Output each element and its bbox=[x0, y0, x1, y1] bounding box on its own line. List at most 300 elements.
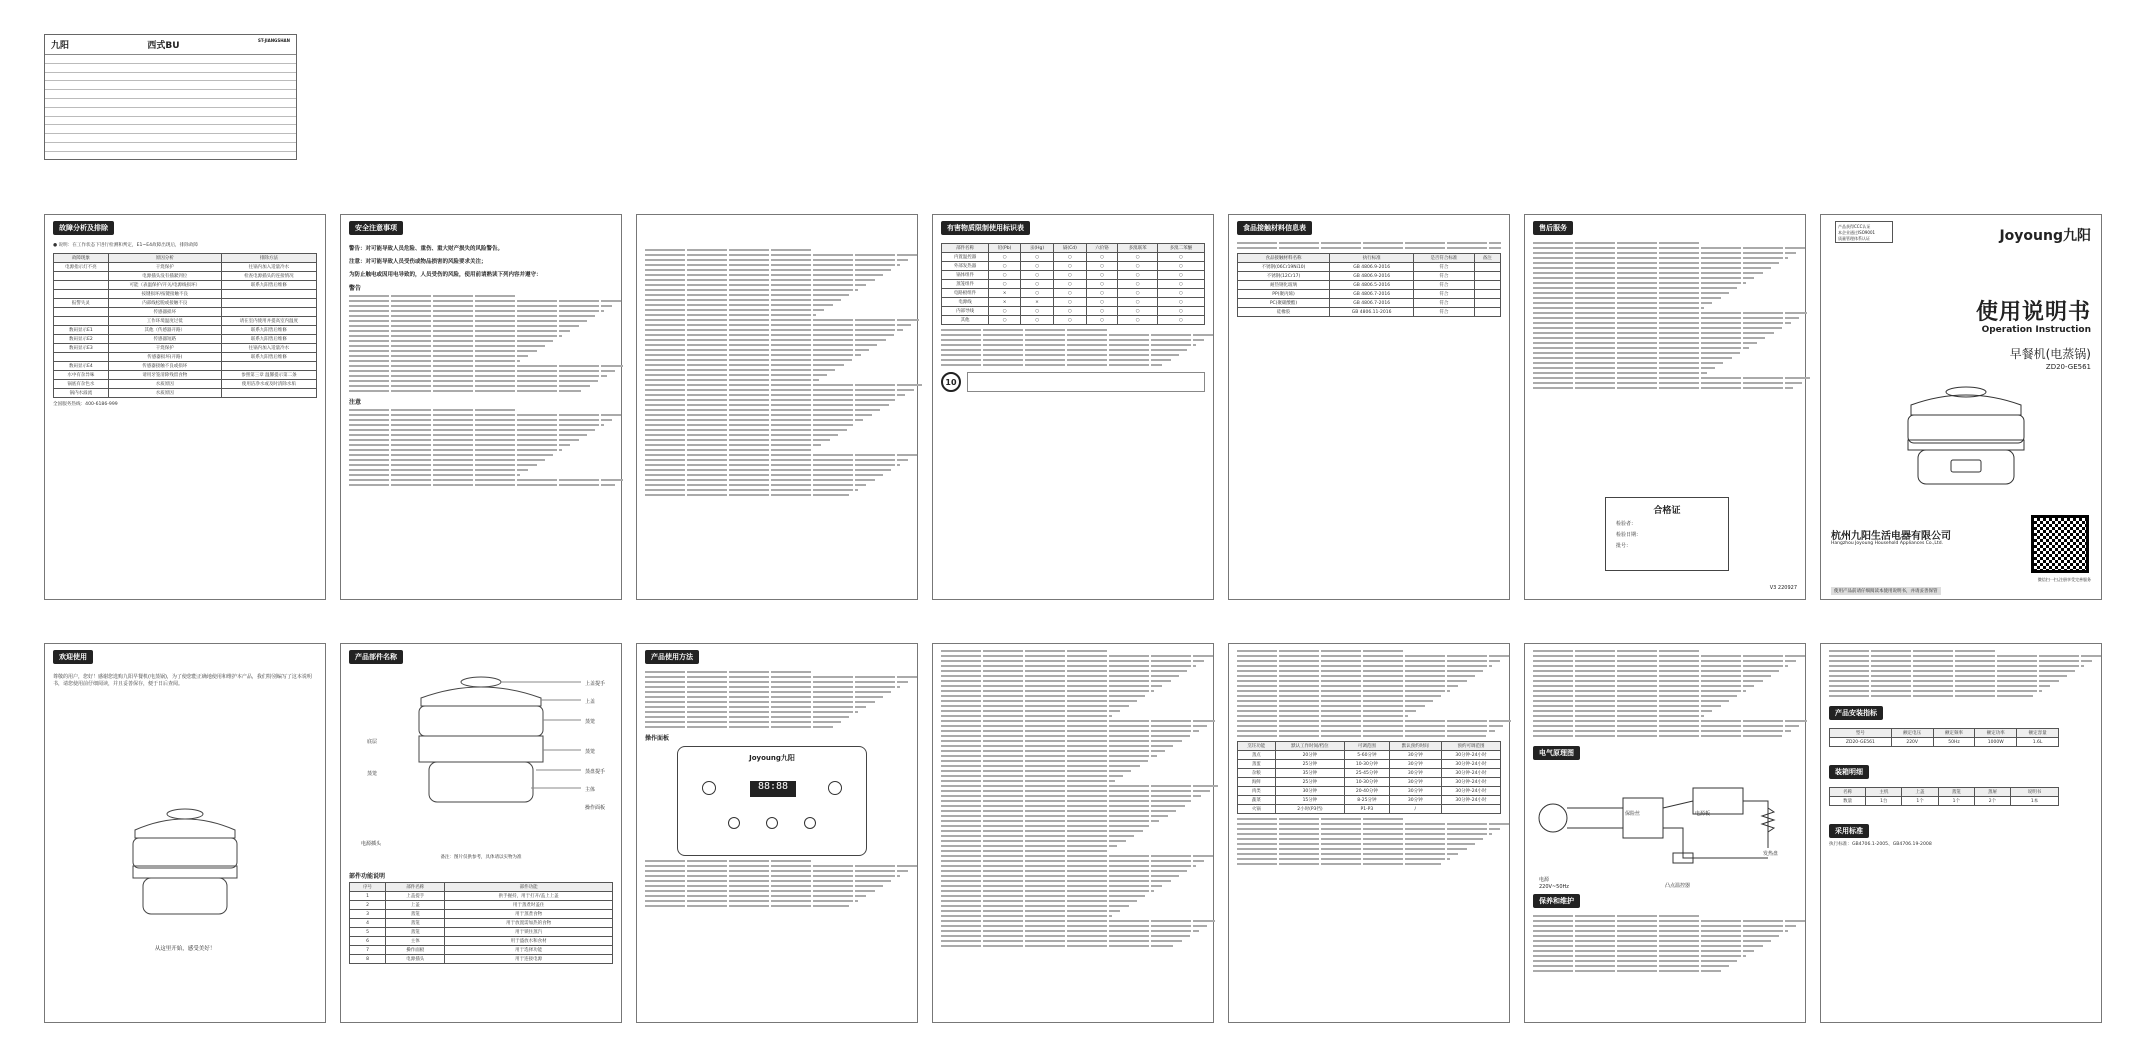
text-line bbox=[349, 330, 570, 332]
table-cell bbox=[54, 281, 109, 290]
table-cell: 用于锁住蒸汽 bbox=[445, 928, 613, 937]
trouble-hotline: 全国服务热线：400-6186-999 bbox=[53, 402, 118, 408]
cert-line-2: 本企业通过ISO9001 bbox=[1838, 230, 1876, 235]
circuit-label: 发热盘 bbox=[1763, 851, 1779, 857]
text-line bbox=[941, 655, 1213, 657]
table-cell: 1000W bbox=[1975, 738, 2017, 747]
circuit-label: 电源 bbox=[1539, 877, 1550, 883]
title-code: ST-JIANGSHAN bbox=[257, 38, 290, 43]
text-line bbox=[941, 880, 1171, 882]
text-line bbox=[349, 295, 517, 297]
text-line bbox=[941, 329, 1109, 331]
table-cell: 数码显示E2 bbox=[54, 335, 109, 344]
table-cell: 外部发热器 bbox=[942, 262, 989, 271]
text-line bbox=[349, 429, 595, 431]
text-line bbox=[1237, 725, 1503, 727]
text-line bbox=[941, 765, 1140, 767]
text-line bbox=[1533, 372, 1707, 374]
side-label: 蒸笼 bbox=[367, 771, 378, 777]
text-line bbox=[1533, 387, 1793, 389]
table-cell: 符合 bbox=[1414, 308, 1474, 317]
text-line bbox=[645, 344, 877, 346]
table-row bbox=[54, 335, 317, 344]
table-header: 执行标准 bbox=[1330, 254, 1414, 263]
table-cell: ○ bbox=[989, 253, 1021, 262]
service-title: 售后服务 bbox=[1533, 221, 1573, 235]
text-line bbox=[1533, 695, 1737, 697]
text-line bbox=[941, 785, 1218, 787]
text-line bbox=[645, 479, 875, 481]
table-cell: ○ bbox=[1054, 262, 1087, 271]
table-cell: 符合 bbox=[1414, 299, 1474, 308]
table-header: 备注 bbox=[1474, 254, 1500, 263]
table-cell: 上盖提手 bbox=[386, 892, 445, 901]
text-line bbox=[941, 740, 1182, 742]
text-line bbox=[1533, 650, 1701, 652]
text-line bbox=[645, 379, 819, 381]
text-line bbox=[1533, 367, 1715, 369]
table-cell: 30分钟-24小时 bbox=[1441, 778, 1500, 787]
table-row bbox=[350, 955, 613, 964]
table-cell: 6 bbox=[350, 937, 386, 946]
text-line bbox=[1533, 920, 1805, 922]
text-line bbox=[941, 830, 1143, 832]
table-cell: 用于放置需加热的食物 bbox=[445, 919, 613, 928]
text-line bbox=[645, 309, 824, 311]
table-cell: 30分钟 bbox=[1389, 787, 1441, 796]
text-line bbox=[349, 454, 553, 456]
text-line bbox=[1533, 362, 1723, 364]
table-cell: ○ bbox=[1086, 253, 1118, 262]
table-cell: 15分钟 bbox=[1275, 796, 1345, 805]
table-cell: 主体 bbox=[386, 937, 445, 946]
text-line bbox=[941, 680, 1171, 682]
text-line bbox=[1237, 843, 1475, 845]
text-line bbox=[1533, 675, 1771, 677]
table-header: 蒸屉 bbox=[1974, 788, 2010, 797]
welcome-steamer-illustration bbox=[125, 802, 245, 922]
table-cell: 数码显示E1 bbox=[54, 326, 109, 335]
table-row bbox=[942, 307, 1205, 316]
table-cell: GB 4806.7-2016 bbox=[1330, 299, 1414, 308]
table-header: 预约可调范围 bbox=[1441, 742, 1500, 751]
text-line bbox=[1533, 342, 1757, 344]
text-line bbox=[1829, 655, 2101, 657]
table-cell: 工作环境温度过低 bbox=[108, 317, 221, 326]
text-line bbox=[645, 274, 883, 276]
table-cell: 用于连接电源 bbox=[445, 955, 613, 964]
text-line bbox=[1533, 715, 1704, 717]
part-label: 蒸笼 bbox=[585, 749, 596, 755]
safety-text-block bbox=[341, 295, 621, 392]
table-cell bbox=[221, 299, 316, 308]
table-cell bbox=[1474, 308, 1500, 317]
panel-hazard bbox=[932, 214, 1214, 600]
text-line bbox=[1237, 700, 1433, 702]
text-line bbox=[645, 434, 838, 436]
text-line bbox=[1237, 710, 1416, 712]
table-cell: ○ bbox=[989, 262, 1021, 271]
table-cell: 内部导线 bbox=[942, 307, 989, 316]
steamer-illustration bbox=[1896, 380, 2036, 490]
text-line bbox=[941, 359, 1171, 361]
table-cell: 20分钟 bbox=[1275, 751, 1345, 760]
standard-title: 采用标准 bbox=[1829, 824, 1869, 838]
table-row bbox=[1238, 751, 1501, 760]
table-cell: 耐热钢化玻璃 bbox=[1238, 281, 1330, 290]
text-line bbox=[349, 449, 562, 451]
text-line bbox=[349, 380, 598, 382]
text-line bbox=[645, 474, 883, 476]
text-line bbox=[349, 469, 528, 471]
table-row bbox=[1238, 281, 1501, 290]
text-line bbox=[349, 320, 587, 322]
text-line bbox=[1237, 660, 1500, 662]
text-line bbox=[941, 695, 1145, 697]
text-line bbox=[645, 706, 866, 708]
table-cell: 硅橡胶 bbox=[1238, 308, 1330, 317]
text-line bbox=[941, 660, 1204, 662]
table-cell: ○ bbox=[1054, 280, 1087, 289]
table-cell bbox=[1474, 281, 1500, 290]
table-cell: 传感器损坏 bbox=[108, 308, 221, 317]
table-cell: ○ bbox=[989, 280, 1021, 289]
table-cell: 20-40分钟 bbox=[1345, 787, 1389, 796]
text-line bbox=[941, 820, 1159, 822]
text-line bbox=[1533, 670, 1779, 672]
text-line bbox=[1533, 965, 1729, 967]
text-line bbox=[941, 945, 1173, 947]
text-line bbox=[645, 374, 827, 376]
table-cell: 可能（表温保护/开关/电源线损坏） bbox=[108, 281, 221, 290]
text-line bbox=[941, 850, 1109, 852]
cert-batch: 批号： bbox=[1616, 543, 1632, 549]
text-line bbox=[1533, 282, 1746, 284]
table-header: 食品接触材料名称 bbox=[1238, 254, 1330, 263]
text-line bbox=[941, 710, 1120, 712]
text-line bbox=[1533, 655, 1805, 657]
part-label: 上盖 bbox=[585, 699, 596, 705]
text-line bbox=[1533, 925, 1796, 927]
text-line bbox=[1237, 838, 1483, 840]
epup-icon: 10 bbox=[941, 372, 961, 392]
text-line bbox=[1237, 690, 1450, 692]
certificate bbox=[1605, 497, 1729, 571]
table-cell bbox=[54, 317, 109, 326]
table-header: 蒸笼 bbox=[1938, 788, 1974, 797]
table-cell: ○ bbox=[1086, 280, 1118, 289]
text-line bbox=[349, 315, 595, 317]
function-text-3 bbox=[1229, 818, 1509, 865]
table-row bbox=[54, 344, 317, 353]
table-row bbox=[54, 380, 317, 389]
text-line bbox=[349, 360, 520, 362]
table-cell: 参照第三章 温馨提示第二条 bbox=[221, 371, 316, 380]
safety-text-block-3 bbox=[637, 249, 917, 496]
table-cell: ○ bbox=[989, 307, 1021, 316]
panel-brand: Joyoung九阳 bbox=[749, 754, 795, 762]
text-line bbox=[645, 299, 841, 301]
text-line bbox=[645, 249, 813, 251]
text-line bbox=[941, 685, 1162, 687]
panel-button-2[interactable] bbox=[766, 817, 778, 829]
table-cell: ○ bbox=[1021, 280, 1054, 289]
packing-table bbox=[1829, 787, 2059, 806]
certificate-title: 合格证 bbox=[1653, 506, 1681, 516]
table-cell: 符合 bbox=[1414, 290, 1474, 299]
text-line bbox=[1237, 675, 1475, 677]
table-cell: 蒸笼 bbox=[386, 928, 445, 937]
text-line bbox=[1533, 930, 1788, 932]
table-cell: 海鲜 bbox=[1238, 778, 1276, 787]
table-row bbox=[942, 289, 1205, 298]
text-line bbox=[1533, 660, 1796, 662]
table-cell: 蒸蛋 bbox=[1238, 760, 1276, 769]
table-cell: 其他（传感器开路） bbox=[108, 326, 221, 335]
table-row bbox=[1830, 738, 2059, 747]
parts-title: 产品部件名称 bbox=[349, 650, 403, 664]
text-line bbox=[645, 304, 833, 306]
table-row bbox=[942, 298, 1205, 307]
table-row bbox=[1238, 769, 1501, 778]
text-line bbox=[1237, 650, 1405, 652]
table-cell: 8-25分钟 bbox=[1345, 796, 1389, 805]
text-line bbox=[1533, 307, 1704, 309]
text-line bbox=[1533, 665, 1788, 667]
text-line bbox=[645, 489, 858, 491]
table-cell: 2 bbox=[350, 901, 386, 910]
table-cell: ○ bbox=[1118, 280, 1157, 289]
table-cell: 往锅内加入适量冷水 bbox=[221, 344, 316, 353]
panel-button-1[interactable] bbox=[728, 817, 740, 829]
table-row bbox=[942, 262, 1205, 271]
safety-note-head: 注意 bbox=[349, 399, 362, 406]
text-line bbox=[349, 365, 623, 367]
table-row bbox=[1238, 299, 1501, 308]
table-cell: 符合 bbox=[1414, 263, 1474, 272]
text-line bbox=[645, 885, 883, 887]
table-cell bbox=[221, 290, 316, 299]
text-line bbox=[645, 359, 852, 361]
brand-logo: Joyoung九阳 bbox=[1999, 228, 2091, 244]
text-line bbox=[941, 675, 1179, 677]
text-line bbox=[349, 459, 545, 461]
cert-date: 检验日期： bbox=[1616, 532, 1642, 538]
table-cell: 电路板组件 bbox=[942, 289, 989, 298]
text-line bbox=[1533, 685, 1754, 687]
parts-list-title: 部件功能说明 bbox=[349, 873, 386, 880]
table-cell: 数量 bbox=[1830, 797, 1866, 806]
safety-warning-2: 注意：对可能导致人员受伤或物品损害的风险要求关注； bbox=[349, 259, 487, 265]
table-header: 主机 bbox=[1866, 788, 1902, 797]
text-line bbox=[1533, 960, 1737, 962]
table-cell: 蒸点 bbox=[1238, 751, 1276, 760]
table-cell: ○ bbox=[1086, 298, 1118, 307]
table-header: 铅(Pb) bbox=[989, 244, 1021, 253]
text-line bbox=[645, 454, 917, 456]
table-row bbox=[942, 316, 1205, 325]
table-row bbox=[942, 253, 1205, 262]
table-cell: 35分钟 bbox=[1275, 769, 1345, 778]
text-line bbox=[941, 825, 1151, 827]
table-cell: 用于盛放水和食材 bbox=[445, 937, 613, 946]
table-cell: 25分钟 bbox=[1275, 778, 1345, 787]
text-line bbox=[941, 900, 1137, 902]
text-line bbox=[1237, 858, 1450, 860]
troubleshoot-intro: ● 说明：在工作状态下进行检测和判定，E1~E4故障出现后，排除故障 bbox=[53, 243, 199, 248]
text-line bbox=[941, 775, 1123, 777]
table-row bbox=[942, 271, 1205, 280]
table-cell: 操作面板 bbox=[386, 946, 445, 955]
text-line bbox=[645, 314, 816, 316]
table-cell: 30分钟 bbox=[1389, 760, 1441, 769]
welcome-title: 欢迎使用 bbox=[53, 650, 93, 664]
text-line bbox=[1533, 970, 1721, 972]
control-panel bbox=[677, 746, 867, 856]
panel-button-3[interactable] bbox=[804, 817, 816, 829]
table-header: 上盖 bbox=[1902, 788, 1938, 797]
text-line bbox=[1829, 695, 2033, 697]
table-cell: 符合 bbox=[1414, 281, 1474, 290]
material-table bbox=[1237, 253, 1501, 317]
text-line bbox=[349, 419, 612, 421]
table-cell: 25-45分钟 bbox=[1345, 769, 1389, 778]
text-line bbox=[1237, 823, 1509, 825]
table-header: 原因分析 bbox=[108, 254, 221, 263]
text-line bbox=[1533, 377, 1810, 379]
text-line bbox=[349, 434, 587, 436]
text-line bbox=[645, 294, 849, 296]
table-cell: ○ bbox=[1157, 316, 1204, 325]
panel-material bbox=[1228, 214, 1510, 600]
table-cell: 1个 bbox=[1902, 797, 1938, 806]
table-header: 多溴二苯醚 bbox=[1157, 244, 1204, 253]
hazard-notes bbox=[933, 329, 1213, 366]
cover-model: ZD20-GE561 bbox=[2045, 363, 2091, 371]
text-line bbox=[941, 875, 1179, 877]
table-header: 镉(Cd) bbox=[1054, 244, 1087, 253]
table-header: 汞(Hg) bbox=[1021, 244, 1054, 253]
text-line bbox=[1533, 252, 1796, 254]
text-line bbox=[1533, 735, 1782, 737]
text-line bbox=[1533, 730, 1791, 732]
text-line bbox=[941, 835, 1134, 837]
cert-line-3: 质量管理体系认证 bbox=[1838, 236, 1870, 241]
part-label: 主体 bbox=[585, 787, 596, 793]
table-cell: 联系九阳售后维修 bbox=[221, 353, 316, 362]
table-row bbox=[54, 263, 317, 272]
text-line bbox=[1237, 818, 1405, 820]
text-line bbox=[941, 870, 1187, 872]
text-line bbox=[645, 289, 858, 291]
table-cell: ○ bbox=[1054, 316, 1087, 325]
text-line bbox=[1533, 347, 1749, 349]
table-header: 默认预约时间 bbox=[1389, 742, 1441, 751]
text-line bbox=[349, 325, 579, 327]
table-cell: 10-30分钟 bbox=[1345, 760, 1389, 769]
text-line bbox=[645, 284, 866, 286]
table-row bbox=[1238, 263, 1501, 272]
table-cell: 水质原因 bbox=[108, 389, 221, 398]
table-cell: / bbox=[1389, 805, 1441, 814]
table-cell: × bbox=[989, 298, 1021, 307]
table-cell: 30分钟-24小时 bbox=[1441, 769, 1500, 778]
table-cell: 传感器短路 bbox=[108, 335, 221, 344]
table-cell: 电源线 bbox=[942, 298, 989, 307]
text-line bbox=[645, 880, 891, 882]
text-line bbox=[941, 810, 1176, 812]
table-header: 型号 bbox=[1830, 729, 1892, 738]
text-line bbox=[1237, 680, 1467, 682]
table-cell: 联系九阳售后维修 bbox=[221, 335, 316, 344]
table-row bbox=[54, 353, 317, 362]
table-header: 额定电压 bbox=[1891, 729, 1933, 738]
table-header: 可调范围 bbox=[1345, 742, 1389, 751]
text-line bbox=[941, 855, 1213, 857]
text-line bbox=[941, 650, 1109, 652]
table-row bbox=[54, 299, 317, 308]
table-cell: 锅底有杂色水 bbox=[54, 380, 109, 389]
table-cell: GB 4806.9-2016 bbox=[1330, 263, 1414, 272]
text-line bbox=[349, 300, 621, 302]
text-line bbox=[941, 750, 1165, 752]
table-cell bbox=[1474, 290, 1500, 299]
function-text bbox=[933, 650, 1213, 947]
table-row bbox=[54, 308, 317, 317]
table-header: 说明书 bbox=[2011, 788, 2059, 797]
panel-troubleshoot bbox=[44, 214, 326, 600]
text-line bbox=[941, 725, 1207, 727]
text-line bbox=[941, 705, 1129, 707]
control-panel-title: 操作面板 bbox=[645, 735, 670, 742]
text-line bbox=[645, 449, 813, 451]
table-row bbox=[350, 910, 613, 919]
table-cell: ○ bbox=[1118, 316, 1157, 325]
panel-minus-button[interactable] bbox=[702, 781, 716, 795]
text-line bbox=[349, 464, 537, 466]
table-cell: 30分钟-24小时 bbox=[1441, 787, 1500, 796]
safety-warning-1: 警告：对可能导致人员危险、重伤、重大财产损失的风险警告。 bbox=[349, 246, 504, 252]
table-header: 故障现象 bbox=[54, 254, 109, 263]
table-cell: ○ bbox=[1086, 262, 1118, 271]
text-line bbox=[941, 790, 1210, 792]
table-row bbox=[54, 362, 317, 371]
text-line bbox=[941, 840, 1126, 842]
table-row bbox=[1830, 797, 2059, 806]
text-line bbox=[941, 715, 1112, 717]
material-title: 食品接触材料信息表 bbox=[1237, 221, 1312, 235]
text-line bbox=[1237, 695, 1441, 697]
table-cell: 7 bbox=[350, 946, 386, 955]
table-cell: 5-60分钟 bbox=[1345, 751, 1389, 760]
text-line bbox=[1533, 317, 1799, 319]
text-line bbox=[941, 364, 1162, 366]
panel-circuit bbox=[1524, 643, 1806, 1023]
safety-warning-3: 为防止触电或因用电导致的，人员受伤的风险，使用前请熟读下列内容并遵守： bbox=[349, 272, 542, 278]
table-cell: × bbox=[1021, 298, 1054, 307]
text-line bbox=[645, 890, 875, 892]
packing-title: 装箱明细 bbox=[1829, 765, 1869, 779]
text-line bbox=[1533, 690, 1746, 692]
text-line bbox=[349, 370, 615, 372]
text-line bbox=[349, 305, 612, 307]
panel-plus-button[interactable] bbox=[828, 781, 842, 795]
text-line bbox=[645, 865, 917, 867]
circuit-title: 电气原理图 bbox=[1533, 746, 1580, 760]
table-cell: ○ bbox=[1021, 253, 1054, 262]
panel-functions bbox=[932, 643, 1214, 1023]
spec-text bbox=[1821, 650, 2101, 697]
